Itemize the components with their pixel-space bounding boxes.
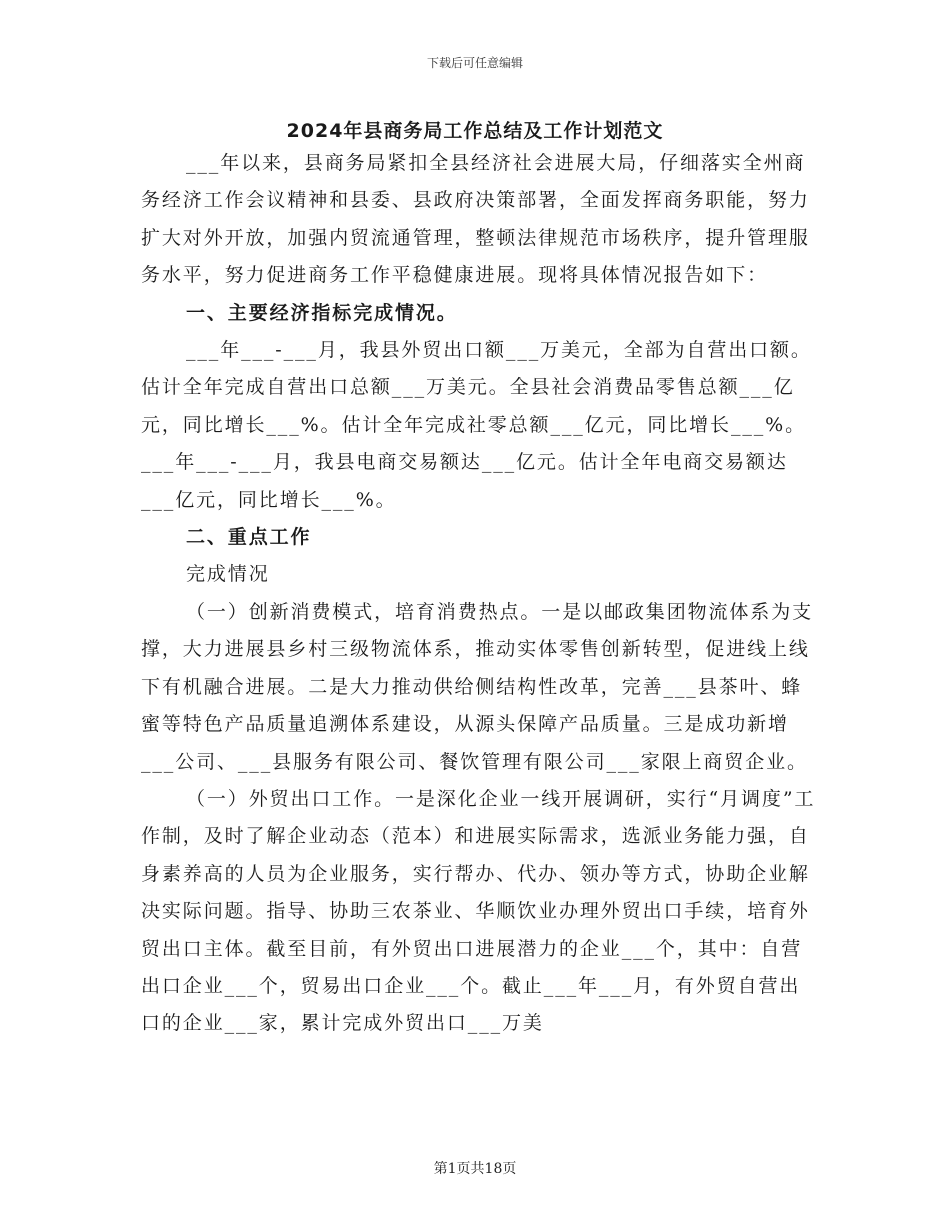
document-body (141, 145, 821, 1043)
page-footer: 第1页共18页 (433, 1161, 517, 1177)
section-heading-1: 一、主要经济指标完成情况。 (186, 301, 458, 324)
subheading-completion: 完成情况 (186, 563, 270, 586)
intro-paragraph: ___年以来，县商务局紧扣全县经济社会进展大局，仔细落实全州商务经济工作会议精神和县委、县政府决策部署，全面发挥商务职能，努力扩大对外开放，加强内贸流通管理，整顿法律规范市场秩序，提升管理服务水平，努力促进商务工作平稳健康进展。现将具体情况报告如下： (141, 152, 810, 287)
page-header: 下载后可任意编辑 (426, 56, 523, 70)
document-title: 2024年县商务局工作总结及工作计划范文 (286, 120, 664, 142)
export-paragraph: （一）外贸出口工作。一是深化企业一线开展调研，实行“月调度”工作制，及时了解企业动态（范本）和进展实际需求，选派业务能力强，自身素养高的人员为企业服务，实行帮办、代办、领办等方式，协助企业解决实际问题。指导、协助三农茶业、华顺饮业办理外贸出口手续，培育外贸出口主体。截至目前，有外贸出口进展潜力的企业___个，其中：自营出口企业___个，贸易出口企业___个。截止___年___月，有外贸自营出口的企业___家，累计完成外贸出口___万美 (141, 787, 816, 1035)
indicators-paragraph: ___年___-___月，我县外贸出口额___万美元，全部为自营出口额。估计全年完成自营出口总额___万美元。全县社会消费品零售总额___亿元，同比增长___%。估计全年完成社零总额___亿元，同比增长___%。___年___-___月，我县电商交易额达___亿元。估计全年电商交易额达___亿元，同比增长___%。 (141, 339, 812, 511)
section-heading-2: 二、重点工作 (186, 526, 312, 549)
consumption-paragraph: （一）创新消费模式，培育消费热点。一是以邮政集团物流体系为支撑，大力进展县乡村三级物流体系，推动实体零售创新转型，促进线上线下有机融合进展。二是大力推动供给侧结构性改革，完善___县茶叶、蜂蜜等特色产品质量追溯体系建设，从源头保障产品质量。三是成功新增___公司、___县服务有限公司、餐饮管理有限公司___家限上商贸企业。 (141, 600, 814, 773)
